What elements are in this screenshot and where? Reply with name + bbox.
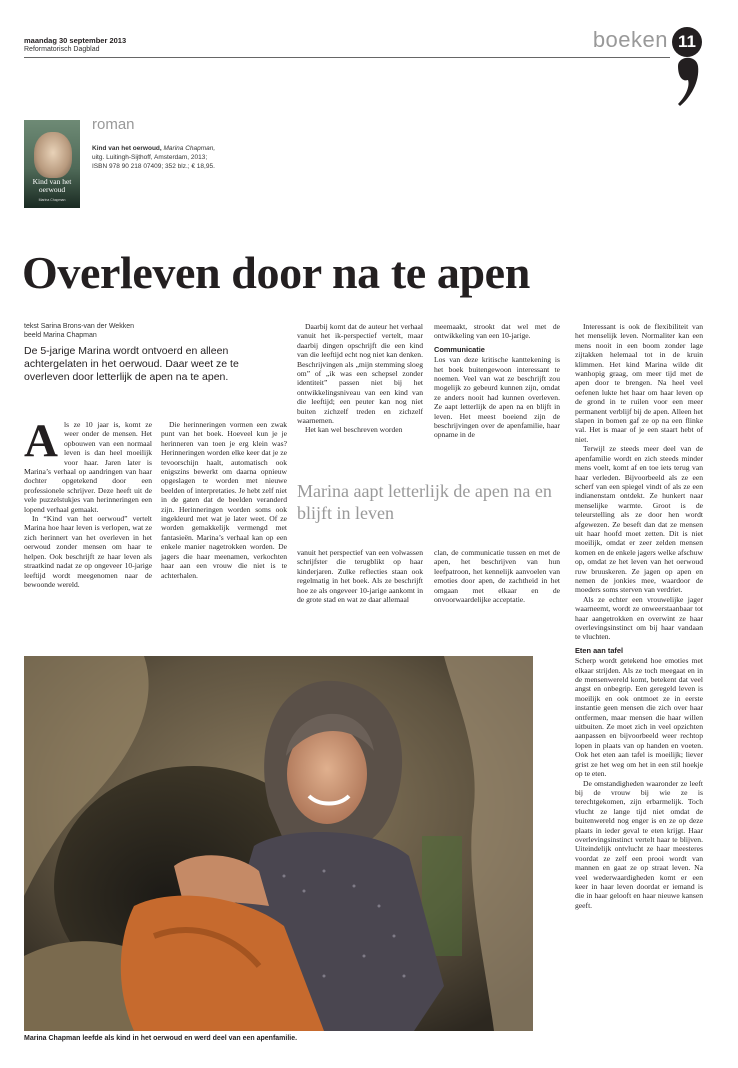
col3-paragraph-3: vanuit het perspectief van een volwassen schrijfster die terugblikt op haar kinderjaren. Zulke reflecties staan ook regelmatig in het boek. Als ze beschrijft hoe ze als ongeveer 10-jarige aankomt in de grote stad en wat ze daar allemaal bbox=[297, 548, 423, 605]
col4-subheading: Communicatie bbox=[434, 344, 485, 354]
article-photo bbox=[24, 656, 533, 1031]
photo-caption: Marina Chapman leefde als kind in het oerwoud en werd deel van een apenfamilie. bbox=[24, 1035, 298, 1042]
cover-portrait bbox=[34, 132, 72, 178]
article-headline: Overleven door na te apen bbox=[22, 247, 530, 298]
col3-paragraph-1: Daarbij komt dat de auteur het verhaal vanuit het ik-perspectief vertelt, maar daarbij dingen opschrijft die een kind van die leeftijd echt nog niet kan denken. Beschrijvingen als „mijn stemming sloeg om” of „ik was een schepsel zonder identiteit” passen niet bij het ontwikkelingsniveau van een kind van die leeftijd; een peuter kan nog niet buiten zichzelf treden en zichzelf waarnemen. bbox=[297, 322, 423, 426]
comma-logo-icon bbox=[672, 52, 700, 108]
article-column-5 bbox=[575, 322, 703, 910]
article-column-4-top bbox=[434, 322, 560, 440]
book-isbn-price: ISBN 978 90 218 07409; 352 blz.; € 18,95. bbox=[92, 163, 215, 170]
section-title: boeken bbox=[592, 27, 668, 52]
article-column-3-bottom bbox=[297, 548, 423, 604]
header-divider bbox=[24, 57, 670, 58]
byline-text: tekst Sarina Brons-van der Wekken bbox=[24, 323, 134, 330]
col5-paragraph-3: Als ze echter een vrouwelijke jager waarneemt, wordt ze onweerstaanbaar tot haar aangetrokken en overwint ze haar overlevingsinstinct om bij haar vandaan te vluchten. bbox=[575, 594, 703, 642]
col5-paragraph-5: De omstandigheden waaronder ze leeft bij de vrouw bij wie ze is terechtgekomen, zijn erbarmelijk. Toch vlucht ze lange tijd niet omdat de buitenwereld nog enger is en ze op deze plaats in ieder geval te eten krijgt. Haar overlevingsinstinct vertelt haar te blijven. Uiteindelijk ontvlucht ze haar meesteres voordat ze zelf een prooi wordt van mannen en gaat ze op straat leven. Na veel wederwaardigheden komt er een keer in haar leven doordat er iemand is die in haar gelooft en haar nieuwe kansen geeft. bbox=[575, 778, 703, 910]
genre-label: roman bbox=[92, 116, 135, 133]
col5-paragraph-1: Interessant is ook de flexibiliteit van het menselijk leven. Normaliter kan een mens nooit in een boom zonder lage zijtakken helemaal tot in de kruin klimmen. Het kind Marina wilde dit wanhopig graag, om meer tijd met de apen door te brengen. Na heel veel oefenen lukte het haar om haar leven op de grond in te ruilen voor een meer permanent verblijf bij de apen. Alleen het slapen in bomen gaf ze op na een flinke val. Het is maar of je een staart hebt of niet. bbox=[575, 322, 703, 444]
book-title: Kind van het oerwoud, bbox=[92, 145, 162, 152]
col3-paragraph-2: Het kan wel beschreven worden bbox=[305, 425, 403, 435]
col5-paragraph-4: Scherp wordt getekend hoe emoties met elkaar strijden. Als ze toch meegaat en in de mensenwereld komt, betekent dat veel angst en onbegrip. Een geregeld leven is moeilijk en ook ontmoet ze in eerste instantie geen mensen die zich over haar ontfermen, maar mensen die haar willen uitbuiten. Ze moet zich in veel opzichten aanpassen en bijvoorbeeld weer rechtop lopen in plaats van op handen en voeten. Ook het eten aan tafel is moeilijk; liever grist ze het weg om het in een stil hoekje op te eten. bbox=[575, 656, 703, 779]
cover-author: Marina Chapman bbox=[38, 198, 66, 202]
article-column-4-bottom bbox=[434, 548, 560, 604]
col2-paragraph-1: Die herinneringen vormen een zwak punt van het boek. Hoeveel kun je je herinneren van toen je erg klein was? Herinneringen worden elke keer dat je ze tevoorschijn haalt, automatisch ook enigszins bewerkt om daarna opnieuw opgeslagen te worden met nieuwe beelden of interpretaties. Je hebt zelf niet in de gaten dat de beelden veranderd zijn. Herinneringen worden soms ook ingekleurd met wat je later weet. Of ze worden gemakkelijk vermengd met fantasieën. Marina’s verhaal kan op een enkele manier nagetrokken worden. De jagers die haar meenamen, verkochten haar aan een vrouw die niet is te achterhalen. bbox=[161, 420, 287, 580]
col1-paragraph-2: In “Kind van het oerwoud” vertelt Marina hoe haar leven is verlopen, wat ze zich herinnert van het overleven in het oerwoud zonder mensen om haar te helpen. Ook beschrijft ze haar leven als straatkind nadat ze op ongeveer 10-jarige leeftijd wordt meegenomen naar de bewoonde wereld. bbox=[24, 514, 152, 589]
col4-paragraph-1: meemaakt, strookt dat wel met de ontwikkeling van een 10-jarige. bbox=[434, 322, 560, 341]
col5-paragraph-2: Terwijl ze steeds meer deel van de apenfamilie wordt en zich steeds minder mens voelt, komt af en toe iets terug van haar verleden. Bijvoorbeeld als ze een scherf van een spiegel vindt of als ze een indianenstam ontdekt. Ze hunkert naar menselijke warmte. Groot is de teleurstelling als ze door hen wordt afgewezen. Ze beseft dan dat ze mensen uit haar hoofd moet zetten. Dit is niet moeilijk, omdat er zeer zelden mensen komen en de enkele jagers welke afschuw op, omdat ze het leven van het oerwoud ruw bruuskeren. Ze jagen op apen en nemen de jonkies mee, waardoor de moeders soms sterven van verdriet. bbox=[575, 444, 703, 595]
col5-subheading: Eten aan tafel bbox=[575, 645, 624, 655]
article-intro: De 5-jarige Marina wordt ontvoerd en alleen achtergelaten in het oerwoud. Daar weet ze te overleven door letterlijk de apen na te apen. bbox=[24, 345, 239, 383]
book-cover bbox=[24, 120, 80, 208]
newspaper-name: Reformatorisch Dagblad bbox=[24, 46, 100, 53]
article-column-2 bbox=[161, 420, 287, 580]
col4-paragraph-2: Los van deze kritische kanttekening is het boek buitengewoon interessant te noemen. Veel van wat ze beschrijft zou mogelijk zo gebeurd kunnen zijn, omdat ze anders nooit had kunnen overleven. Ze aapt letterlijk de apen na en blijft in leven. Het meest boeiend zijn de beschrijvingen over de apenfamilie, haar opname in de bbox=[434, 355, 560, 440]
book-author: Marina Chapman, bbox=[163, 145, 216, 152]
byline bbox=[24, 322, 134, 340]
issue-date: maandag 30 september 2013 bbox=[24, 36, 127, 45]
pull-quote: Marina aapt letterlijk de apen na en blijft in leven bbox=[297, 481, 552, 523]
book-publisher: uitg. Luitingh-Sijthoff, Amsterdam, 2013; bbox=[92, 154, 208, 161]
col4-paragraph-3: clan, de communicatie tussen en met de apen, het beschrijven van hun leefpatroon, het kennelijk aanvoelen van emoties door apen, de zachtheid in het omgaan met elkaar en de onvoorwaardelijke acceptatie. bbox=[434, 548, 560, 605]
cover-title: Kind van het oerwoud bbox=[32, 177, 72, 194]
article-column-1 bbox=[24, 415, 152, 589]
book-details bbox=[92, 144, 242, 171]
page-number: 11 bbox=[672, 27, 702, 57]
byline-photo: beeld Marina Chapman bbox=[24, 332, 97, 339]
article-column-3-top bbox=[297, 322, 423, 435]
drop-cap: A bbox=[24, 415, 58, 467]
col1-paragraph-1: ls ze 10 jaar is, komt ze weer onder de mensen. Het opbouwen van een normaal leven is dan heel moeilijk voor haar. Jaren later is Marina’s verhaal op aandringen van haar dochter opgetekend door een professionele schrijver. Deze heeft uit de vele puzzelstukjes van herinneringen een lopend verhaal gemaakt. bbox=[24, 420, 152, 514]
